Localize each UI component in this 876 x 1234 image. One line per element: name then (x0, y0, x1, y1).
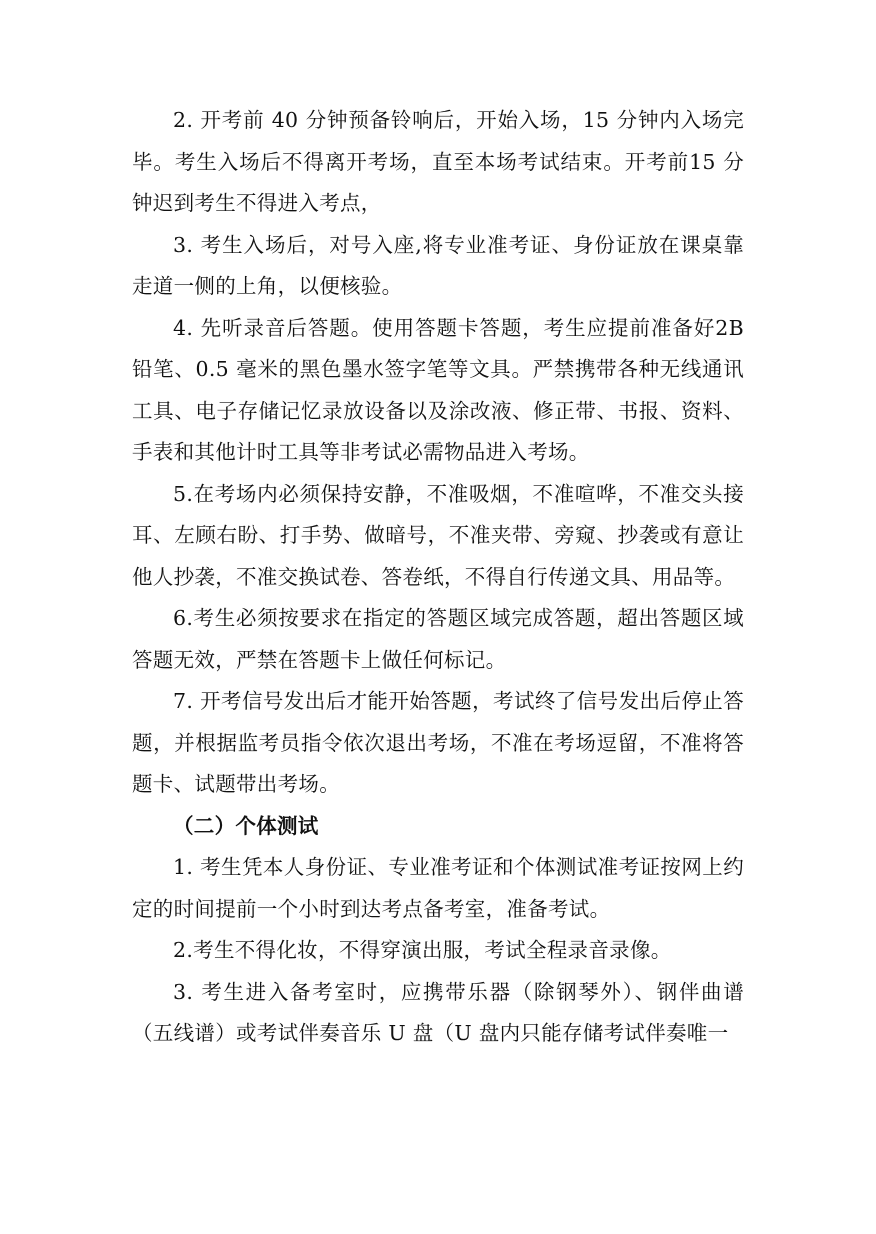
paragraph-rule-5: 5.在考场内必须保持安静，不准吸烟，不准喧哗，不准交头接耳、左顾右盼、打手势、做暗号，不准夹带、旁窥、抄袭或有意让他人抄袭，不准交换试卷、答卷纸，不得自行传递文具、用品等。 (132, 481, 744, 589)
document-body (132, 100, 744, 1055)
paragraph-rule-7: 7. 开考信号发出后才能开始答题，考试终了信号发出后停止答题，并根据监考员指令依次退出考场，不准在考场逗留，不准将答题卡、试题带出考场。 (132, 689, 744, 796)
section-heading-individual-test: （二）个体测试 (173, 813, 319, 838)
paragraph-rule-2: 2. 开考前 40 分钟预备铃响后，开始入场，15 分钟内入场完毕。考生入场后不得离开考场，直至本场考试结束。开考前15 分钟迟到考生不得进入考点， (132, 108, 744, 215)
paragraph-individual-3: 3. 考生进入备考室时，应携带乐器（除钢琴外）、钢伴曲谱（五线谱）或考试伴奏音乐 U 盘（U 盘内只能存储考试伴奏唯一 (132, 979, 744, 1045)
paragraph-rule-6: 6.考生必须按要求在指定的答题区域完成答题，超出答题区域答题无效，严禁在答题卡上做任何标记。 (132, 606, 744, 672)
paragraph-rule-4: 4. 先听录音后答题。使用答题卡答题，考生应提前准备好2B 铅笔、0.5 毫米的黑色墨水签字笔等文具。严禁携带各种无线通讯工具、电子存储记忆录放设备以及涂改液、修正带、书报、资料、手表和其他计时工具等非考试必需物品进入考场。 (132, 315, 744, 464)
paragraph-individual-2: 2.考生不得化妆，不得穿演出服，考试全程录音录像。 (173, 938, 672, 962)
paragraph-rule-3: 3. 考生入场后，对号入座,将专业准考证、身份证放在课桌靠走道一侧的上角，以便核验。 (132, 232, 744, 298)
paragraph-individual-1: 1. 考生凭本人身份证、专业准考证和个体测试准考证按网上约定的时间提前一个小时到达考点备考室，准备考试。 (132, 855, 744, 921)
